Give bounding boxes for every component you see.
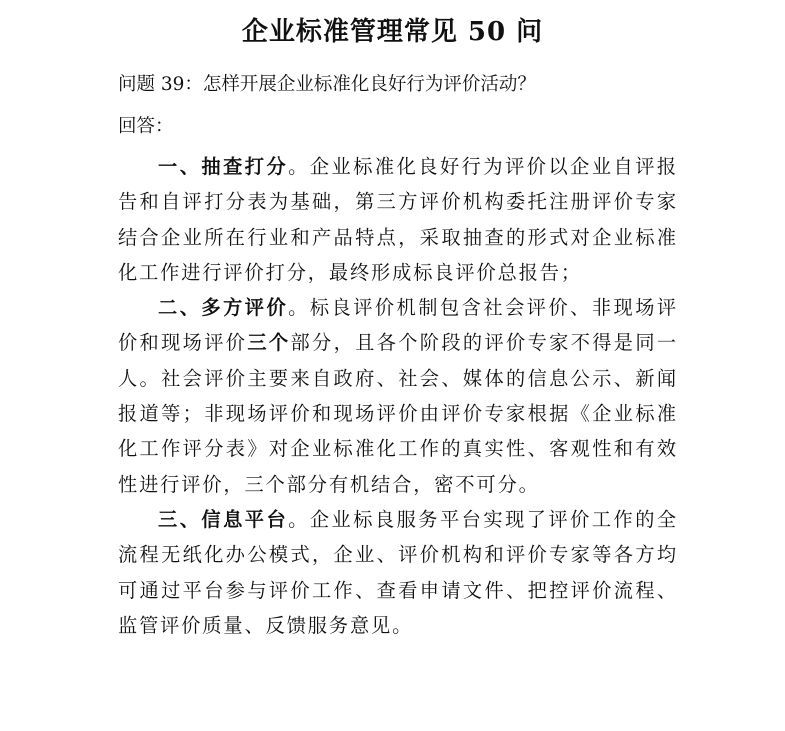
paragraph-text: 。企业标准化良好行为评价以企业自评报告和自评打分表为基础，第三方评价机构委托注册评价专家结合企业所在行业和产品特点，采取抽查的形式对企业标准化工作进行评价打分，最终形成标良评价总报告；	[118, 155, 678, 284]
answer-body	[118, 149, 678, 643]
paragraph-heading: 一、抽查打分	[158, 155, 289, 178]
emphasis-text: 三个	[247, 331, 291, 355]
question-text: 问题 39：怎样开展企业标准化良好行为评价活动？	[118, 74, 536, 95]
paragraph-information-platform	[118, 502, 678, 643]
paragraph-heading: 二、多方评价	[158, 296, 289, 320]
answer-label: 回答：	[118, 116, 174, 137]
paragraph-multi-party-evaluation	[118, 290, 678, 502]
paragraph-text: 。企业标良服务平台实现了评价工作的全流程无纸化办公模式，企业、评价机构和评价专家等各方均可通过平台参与评价工作、查看申请文件、把控评价流程、监管评价质量、反馈服务意见。	[118, 507, 678, 637]
paragraph-text: 。标良评价机制包含社会评价、非现场评价和现场评价	[118, 296, 678, 355]
page-title: 企业标准管理常见 50 问	[241, 17, 544, 47]
paragraph-spot-check	[118, 149, 678, 290]
paragraph-heading: 三、信息平台	[158, 507, 289, 531]
paragraph-text: 部分，且各个阶段的评价专家不得是同一人。社会评价主要来自政府、社会、媒体的信息公示、新闻报道等；非现场评价和现场评价由评价专家根据《企业标准化工作评分表》对企业标准化工作的真实性、客观性和有效性进行评价，三个部分有机结合，密不可分。	[118, 331, 679, 496]
